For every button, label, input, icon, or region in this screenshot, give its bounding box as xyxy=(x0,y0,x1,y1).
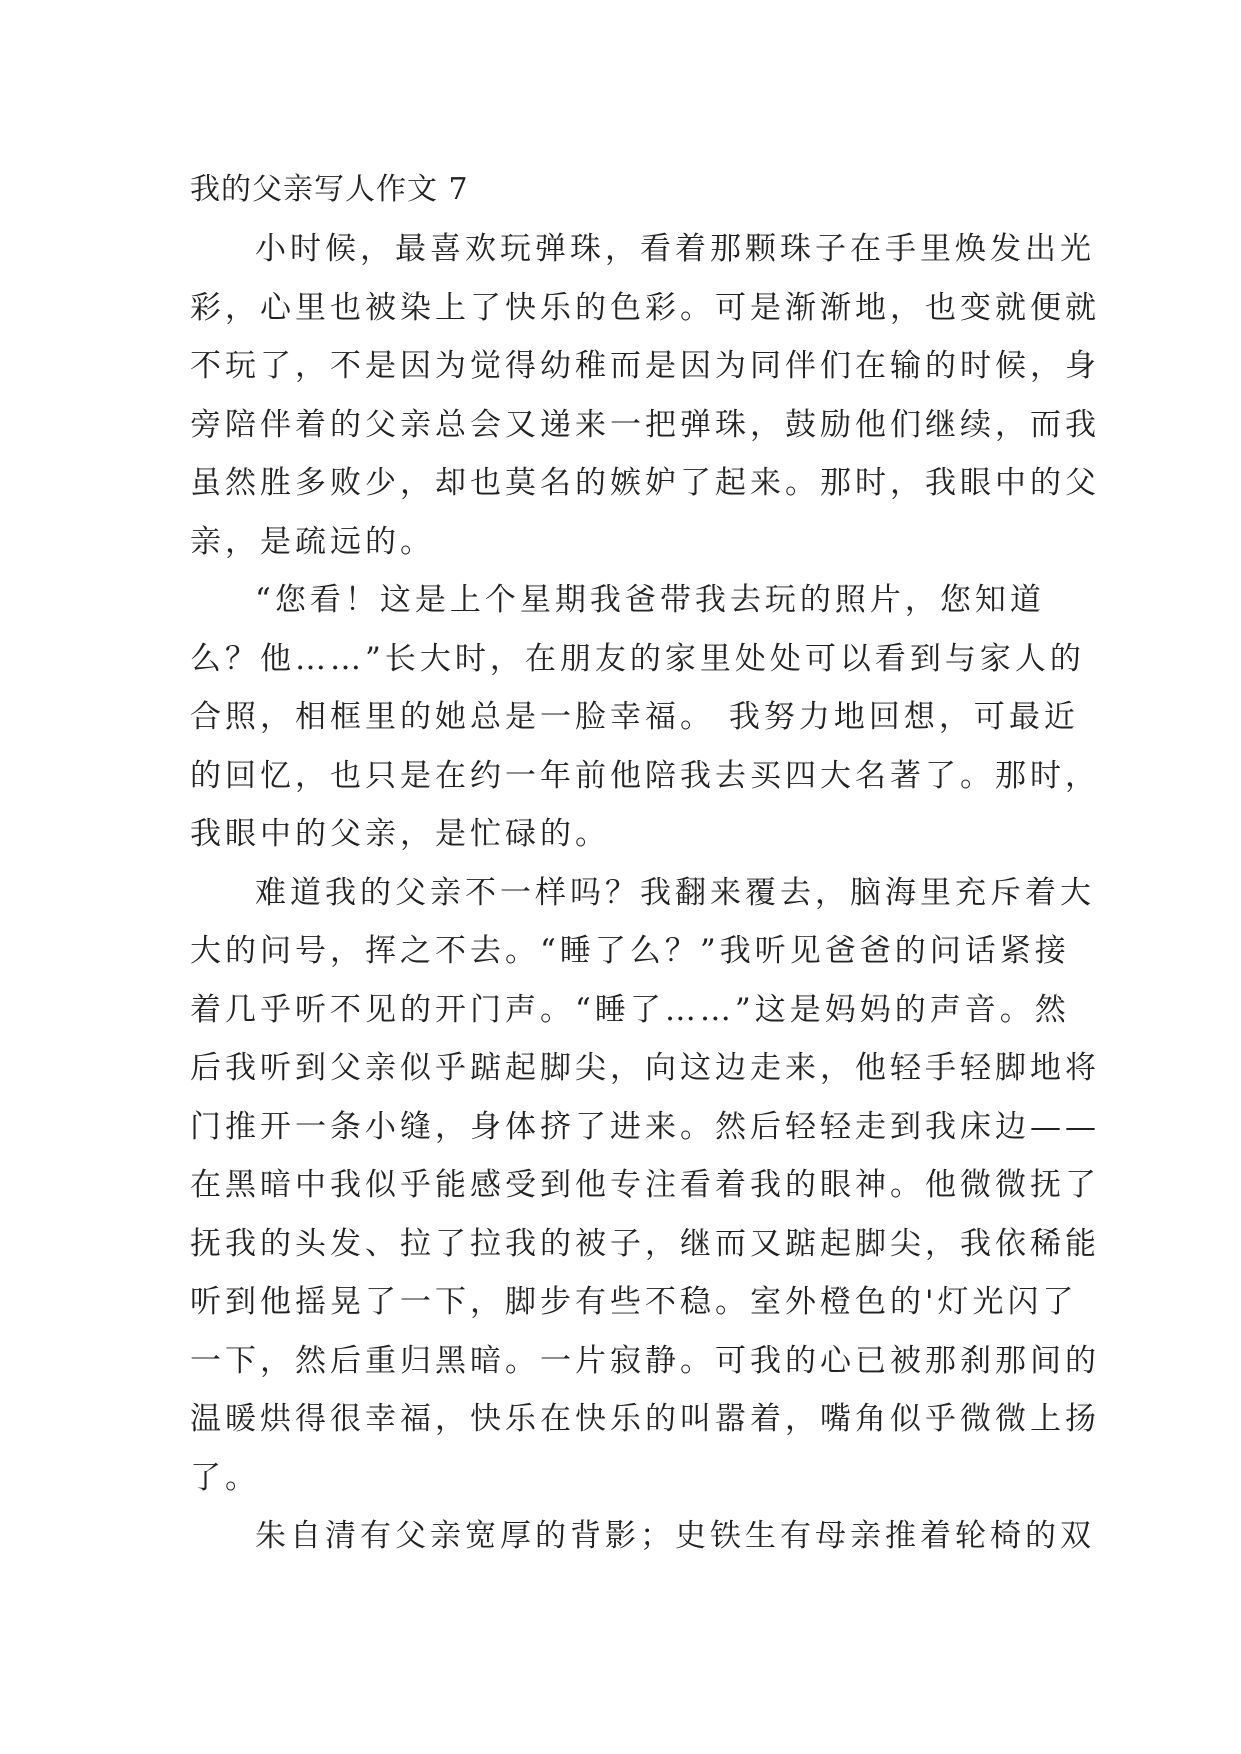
text-line: 的回忆，也只是在约一年前他陪我去买四大名著了。那时， xyxy=(190,757,1100,794)
text-line: 温暖烘得很幸福，快乐在快乐的叫嚣着，嘴角似乎微微上扬 xyxy=(190,1401,1100,1437)
text-line: 听到他摇晃了一下，脚步有些不稳。室外橙色的'灯光闪了 xyxy=(190,1284,1078,1320)
text-line: 彩，心里也被染上了快乐的色彩。可是渐渐地，也变就便就 xyxy=(190,289,1100,326)
paragraph-4 xyxy=(190,1507,1095,1566)
document-content xyxy=(190,160,1100,1566)
text-line: 大的问号，挥之不去。“睡了么？”我听见爸爸的问话紧接 xyxy=(190,933,1070,969)
text-line: 合照，相框里的她总是一脸幸福。 我努力地回想，可最近 xyxy=(190,699,1079,735)
text-line: 我眼中的父亲，是忙碌的。 xyxy=(190,816,610,852)
text-line: 一下，然后重归黑暗。一片寂静。可我的心已被那刹那间的 xyxy=(190,1342,1100,1379)
paragraph-3 xyxy=(190,864,1100,1508)
text-line: 旁陪伴着的父亲总会又递来一把弹珠，鼓励他们继续，而我 xyxy=(190,406,1100,443)
text-line: 不玩了，不是因为觉得幼稚而是因为同伴们在输的时候，身 xyxy=(190,348,1100,384)
text-line: 在黑暗中我似乎能感受到他专注看着我的眼神。他微微抚了 xyxy=(190,1167,1100,1203)
text-line: 着几乎听不见的开门声。“睡了……”这是妈妈的声音。然 xyxy=(190,991,1070,1028)
text-line: 么？他……”长大时，在朋友的家里处处可以看到与家人的 xyxy=(190,640,1085,677)
text-line: 虽然胜多败少，却也莫名的嫉妒了起来。那时，我眼中的父 xyxy=(190,465,1100,501)
text-line: “您看！这是上个星期我爸带我去玩的照片，您知道 xyxy=(255,582,1045,618)
text-line: 后我听到父亲似乎踮起脚尖，向这边走来，他轻手轻脚地将 xyxy=(190,1050,1100,1086)
text-line: 朱自清有父亲宽厚的背影；史铁生有母亲推着轮椅的双 xyxy=(255,1518,1095,1554)
paragraph-1 xyxy=(190,220,1100,571)
text-line: 亲，是疏远的。 xyxy=(190,523,435,560)
document-title: 我的父亲写人作文 7 xyxy=(190,172,469,207)
text-line: 抚我的头发、拉了拉我的被子，继而又踮起脚尖，我依稀能 xyxy=(190,1225,1100,1262)
text-line: 了。 xyxy=(190,1459,260,1496)
text-line: 小时候，最喜欢玩弹珠，看着那颗珠子在手里焕发出光 xyxy=(255,231,1095,267)
paragraph-2 xyxy=(190,571,1100,864)
text-line: 难道我的父亲不一样吗？我翻来覆去，脑海里充斥着大 xyxy=(255,874,1095,911)
text-line: 门推开一条小缝，身体挤了进来。然后轻轻走到我床边—— xyxy=(190,1108,1100,1145)
